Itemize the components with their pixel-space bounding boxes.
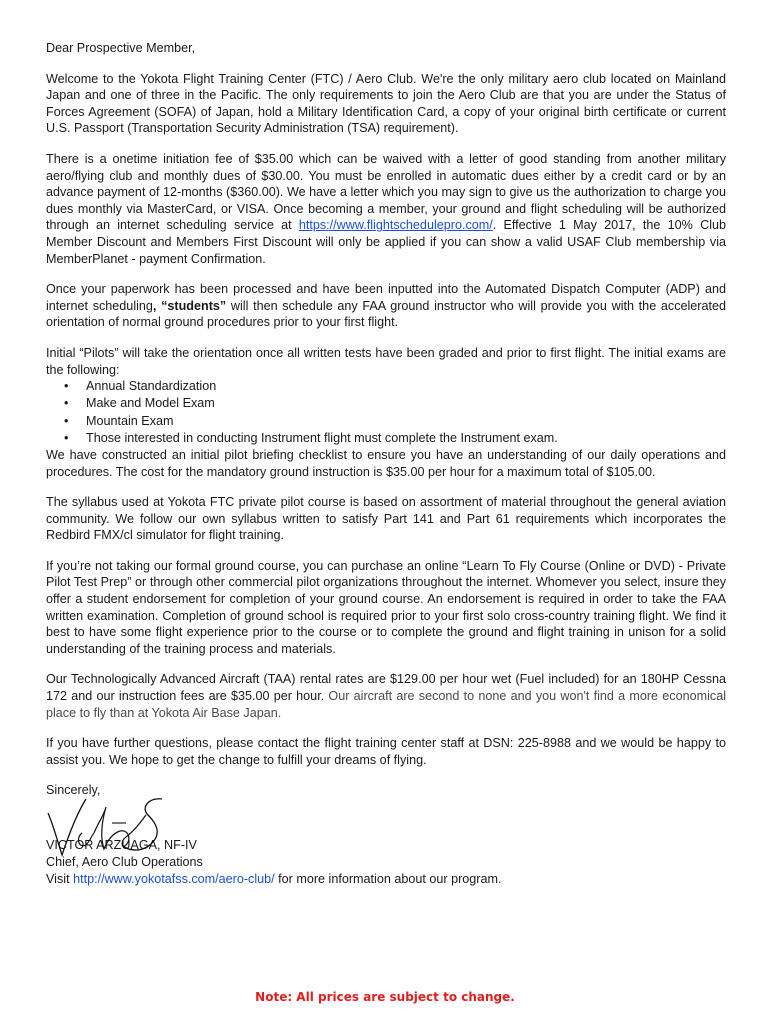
paragraph-paperwork <box>46 281 726 331</box>
exam-item: • Mountain Exam <box>86 413 726 430</box>
flightschedulepro-link[interactable]: https://www.flightschedulepro.com/ <box>298 218 493 233</box>
closing: Sincerely, <box>46 783 101 798</box>
paragraph-fees <box>46 151 726 267</box>
exam-item: • Make and Model Exam <box>86 395 726 412</box>
aero-club-link[interactable]: http://www.yokotafss.com/aero-club/ <box>73 872 275 886</box>
exam-list <box>46 378 726 447</box>
visit-text-continued: for more information about our program. <box>274 872 502 886</box>
visit-text: Visit <box>46 872 74 886</box>
fees-text: There is a onetime initiation fee of $35.00 which can be waived with a letter of good standing from another military aero/flying club and monthly dues of $30.00. You must be enrolled in automatic dues either by a credit card or by an advance payment of 12-months ($360.00). We have a letter which you may sign to give us the authorization to charge you dues monthly via MasterCard, or VISA. Once becoming a member, your ground and flight scheduling will be authorized through an internet scheduling service at <box>46 151 726 233</box>
exam-item: • Annual Standardization <box>86 378 726 395</box>
paragraph-ground-course: If you’re not taking our formal ground course, you can purchase an online “Learn To Fly Course (Online or DVD) - Private Pilot Test Prep” or through other commercial pilot organizations throughout the internet. Whomever you select, insure they offer a student endorsement for completion of your ground course. An endorsement is required in order to take the FAA written examination. Completion of ground school is required prior to your first solo cross-country training flight. We find it best to have some flight experience prior to the course or to complete the ground and flight training in unison for a solid understanding of the training process and materials. <box>46 558 726 656</box>
letter-body <box>46 40 726 888</box>
rental-text: Our Technologically Advanced Aircraft (TAA) rental rates are $129.00 per hour wet (Fuel included) for an 180HP Cessna 172 and our instruction fees are $35.00 per hour. <box>46 672 726 704</box>
visit-line <box>46 871 726 888</box>
fees-text-continued: . Effective 1 May 2017, the 10% Club Member Discount and Members First Discount will only be applied if you can show a valid USAF Club membership via MemberPlanet - payment Confirmation. <box>46 218 726 266</box>
signer-title: Chief, Aero Club Operations <box>46 855 203 869</box>
signature-block <box>46 837 726 888</box>
greeting: Dear Prospective Member, <box>46 41 196 55</box>
paperwork-text: Once your paperwork has been processed and have been inputted into the Automated Dispatch Computer (ADP) and internet scheduling <box>46 282 726 313</box>
paragraph-rental-rates <box>46 671 726 721</box>
paragraph-briefing: We have constructed an initial pilot briefing checklist to ensure you have an understanding of our daily operations and procedures. The cost for the mandatory ground instruction is $35.00 per hour for a maximum total of $105.00. <box>46 447 726 479</box>
paragraph-welcome: Welcome to the Yokota Flight Training Center (FTC) / Aero Club. We're the only military aero club located on Mainland Japan and one of three in the Pacific. The only requirements to join the Aero Club are that you are under the Status of Forces Agreement (SOFA) of Japan, hold a Military Identification Card, a copy of your original birth certificate or current U.S. Passport (Transportation Security Administration (TSA) requirement). <box>46 71 726 136</box>
signer-name: VICTOR ARZUAGA, NF-IV <box>46 838 197 852</box>
rental-text-continued: Our aircraft are second to none and you won't find a more economical place to fly than at Yokota Air Base Japan. <box>46 689 726 720</box>
students-emphasis: , “students” <box>152 298 227 313</box>
paragraph-syllabus: The syllabus used at Yokota FTC private pilot course is based on assortment of material throughout the general aviation community. We follow our own syllabus written to satisfy Part 141 and Part 61 requirements which incorporates the Redbird FMX/cl simulator for flight training. <box>46 495 726 543</box>
paragraph-initial-pilots: Initial “Pilots” will take the orientation once all written tests have been graded and prior to first flight. The initial exams are the following: <box>46 345 726 377</box>
price-change-note: Note: All prices are subject to change. <box>255 990 515 1004</box>
exam-item: • Those interested in conducting Instrument flight must complete the Instrument exam. <box>86 430 726 447</box>
paperwork-text-continued: will then schedule any FAA ground instructor who will provide you with the accelerated orientation of normal ground procedures prior to your first flight. <box>46 298 726 330</box>
paragraph-contact: If you have further questions, please contact the flight training center staff at DSN: 225-8988 and we would be happy to assist you. We hope to get the change to fulfill your dreams of flying. <box>46 736 726 767</box>
